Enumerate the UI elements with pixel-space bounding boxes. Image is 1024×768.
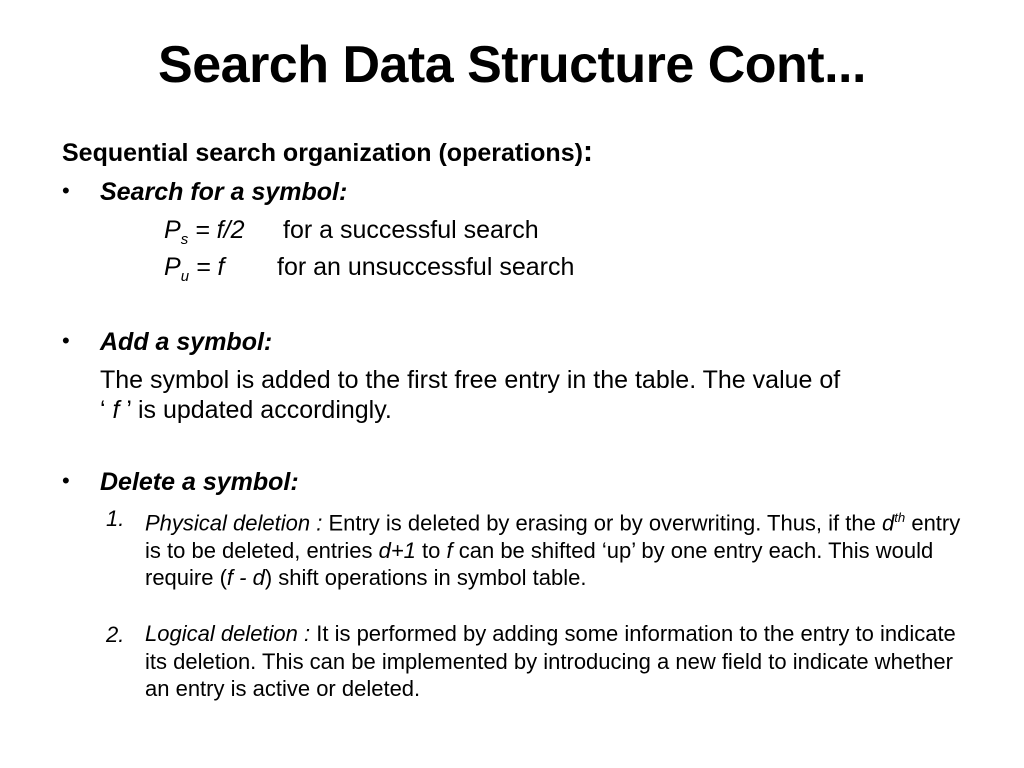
physical-deletion-text1: Entry is deleted by erasing or by overwriting. Thus, if the <box>322 510 882 536</box>
physical-deletion-d1: d+1 <box>378 537 416 563</box>
logical-deletion-item <box>145 620 965 703</box>
bullet-add: • <box>62 328 70 353</box>
physical-deletion-text4: can be shifted ‘up’ by one entry each. This would require ( <box>145 537 934 591</box>
bullet-delete: • <box>62 468 70 493</box>
add-description-line1: The symbol is added to the first free entry in the table. The value of <box>100 366 841 394</box>
search-symbol-label: Search for a symbol: <box>100 178 348 206</box>
physical-deletion-th: th <box>894 510 906 525</box>
physical-deletion-number: 1. <box>106 506 125 531</box>
add-quote-rest: ’ is updated accordingly. <box>119 396 392 424</box>
delete-symbol-label: Delete a symbol: <box>100 468 299 496</box>
add-symbol-label: Add a symbol: <box>100 328 273 356</box>
physical-deletion-f: f <box>446 537 453 563</box>
physical-deletion-text3: to <box>415 537 447 563</box>
ps-var: P <box>164 216 181 244</box>
logical-deletion-number: 2. <box>106 622 125 647</box>
section-heading-colon: : <box>582 135 593 168</box>
pu-description: for an unsuccessful search <box>277 253 575 281</box>
physical-deletion-d: d <box>881 510 895 536</box>
ps-expr: = f/2 <box>188 216 245 244</box>
physical-deletion-heading: Physical deletion : <box>145 510 323 536</box>
slide-title: Search Data Structure Cont... <box>158 36 866 94</box>
physical-deletion-text5: ) shift operations in symbol table. <box>264 565 587 591</box>
ps-description: for a successful search <box>283 216 539 244</box>
physical-deletion-fd: f - d <box>226 565 265 591</box>
section-heading <box>62 137 593 168</box>
section-heading-text: Sequential search organization (operations) <box>62 139 583 167</box>
pu-formula <box>164 252 224 292</box>
ps-formula <box>164 215 244 255</box>
logical-deletion-text: It is performed by adding some information to the entry to indicate its deletion. This can be implemented by introducing a new field to indicate whether an entry is active or deleted. <box>145 621 956 701</box>
ps-sub: s <box>180 231 189 248</box>
pu-var: P <box>164 253 181 281</box>
add-f: f <box>112 396 120 424</box>
physical-deletion-item <box>145 504 965 592</box>
add-quote-open: ‘ <box>100 396 113 424</box>
logical-deletion-heading: Logical deletion : <box>145 621 311 646</box>
bullet-search: • <box>62 178 70 203</box>
add-description-line2 <box>100 395 392 425</box>
pu-sub: u <box>180 268 190 285</box>
physical-deletion-text2: entry is to be deleted, entries <box>145 510 961 563</box>
pu-expr: = f <box>189 253 225 281</box>
